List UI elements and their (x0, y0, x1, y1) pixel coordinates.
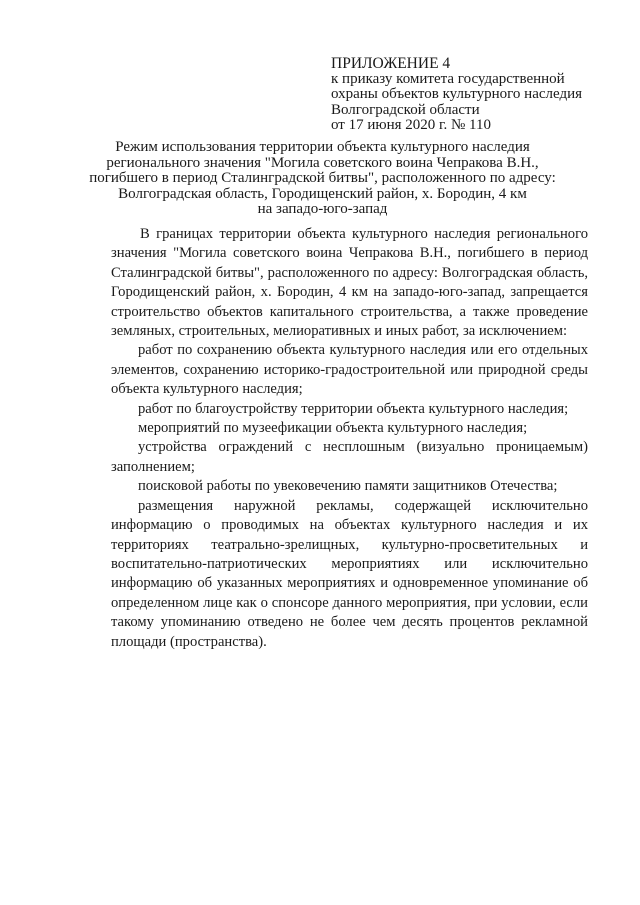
appendix-line-2: охраны объектов культурного наследия (331, 86, 583, 102)
title-line: Режим использования территории объекта культурного наследия (115, 139, 530, 155)
paragraph-item: размещения наружной рекламы, содержащей исключительно информацию о проводимых на объектах культурного наследия и их территориях театрально-зрелищных, культурно-просветительных и воспитательно-патриотических мероприятиях или исключительно информацию об указанных мероприятиях и одновременное упоминание об определенном лице как о спонсоре данного мероприятия, при условии, если такому упоминанию отведено не более чем десять процентов рекламной площади (пространства). (111, 497, 588, 650)
document-body (111, 225, 588, 652)
document-title (80, 140, 565, 218)
title-line: регионального значения "Могила советского воина Чепракова В.Н., (106, 154, 539, 171)
paragraph-item: работ по благоустройству территории объекта культурного наследия; (138, 400, 569, 417)
appendix-title: ПРИЛОЖЕНИЕ 4 (331, 55, 451, 72)
appendix-header (331, 56, 631, 134)
paragraph-intro: В границах территории объекта культурного наследия регионального значения "Могила советского воина Чепракова В.Н., погибшего в период Сталинградской битвы", расположенного по адресу: Волгоградская область, Городищенский район, х. Бородин, 4 км на западо-юго-запад, запрещается строительство объектов капитального строительства, а также проведение земляных, строительных, мелиоративных и иных работ, за исключением: (111, 226, 588, 340)
paragraph-item: мероприятий по музеефикации объекта культурного наследия; (138, 420, 528, 437)
title-line: погибшего в период Сталинградской битвы", расположенного по адресу: (89, 170, 556, 186)
paragraph-item: устройства ограждений с несплошным (визуально проницаемым) заполнением; (111, 439, 588, 475)
appendix-line-3: Волгоградской области (331, 101, 480, 118)
title-line: на западо-юго-запад (257, 201, 388, 217)
appendix-line-1: к приказу комитета государственной (331, 70, 565, 87)
title-line: Волгоградская область, Городищенский район, х. Бородин, 4 км (118, 185, 527, 202)
paragraph-item: поисковой работы по увековечению памяти защитников Отечества; (138, 478, 558, 495)
paragraph-item: работ по сохранению объекта культурного наследия или его отдельных элементов, сохранению историко-градостроительной или природной среды объекта культурного наследия; (111, 342, 588, 398)
appendix-date-line: от 17 июня 2020 г. № 110 (331, 117, 491, 133)
